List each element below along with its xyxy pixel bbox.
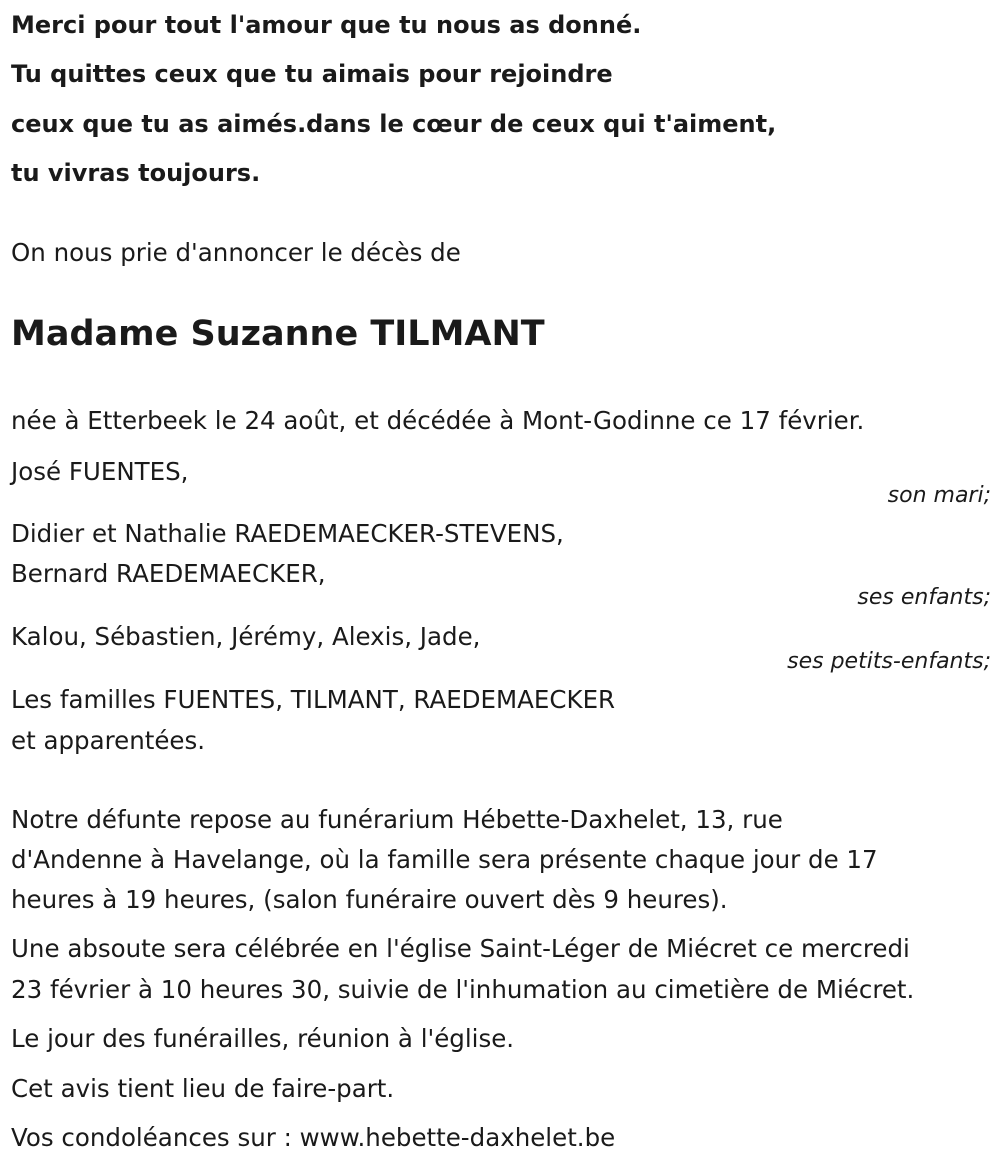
absoute-line-2: 23 février à 10 heures 30, suivie de l'inhumation au cimetière de Miécret. (11, 975, 915, 1004)
poem-line-1: Merci pour tout l'amour que tu nous as donné. (11, 11, 642, 39)
birth-death-text: née à Etterbeek le 24 août, et décédée à Mont-Godinne ce 17 février. (11, 406, 865, 435)
condolences-text: Vos condoléances sur : www.hebette-daxhelet.be (11, 1123, 616, 1152)
funerarium-line-2: d'Andenne à Havelange, où la famille sera présente chaque jour de 17 (11, 845, 878, 874)
poem-line-4: tu vivras toujours. (11, 159, 261, 187)
families-line-1: Les familles FUENTES, TILMANT, RAEDEMAECKER (11, 685, 616, 714)
children-line-2: Bernard RAEDEMAECKER, (11, 559, 326, 588)
deceased-name: Madame Suzanne TILMANT (11, 314, 545, 354)
absoute-line-1: Une absoute sera célébrée en l'église Saint-Léger de Miécret ce mercredi (11, 934, 910, 963)
children-role: ses enfants; (857, 585, 991, 610)
announcement-text: On nous prie d'annoncer le décès de (11, 238, 461, 267)
spouse-role: son mari; (887, 483, 991, 508)
funerarium-line-3: heures à 19 heures, (salon funéraire ouvert dès 9 heures). (11, 885, 728, 914)
poem-line-2: Tu quittes ceux que tu aimais pour rejoindre (11, 60, 613, 88)
funerarium-line-1: Notre défunte repose au funérarium Hébette-Daxhelet, 13, rue (11, 805, 783, 834)
children-line-1: Didier et Nathalie RAEDEMAECKER-STEVENS, (11, 519, 564, 548)
faire-part-text: Cet avis tient lieu de faire-part. (11, 1074, 395, 1103)
families-line-2: et apparentées. (11, 726, 206, 755)
grandchildren-role: ses petits-enfants; (787, 649, 991, 674)
grandchildren-names: Kalou, Sébastien, Jérémy, Alexis, Jade, (11, 622, 481, 651)
spouse-name: José FUENTES, (11, 457, 189, 486)
poem-line-3: ceux que tu as aimés.dans le cœur de ceux qui t'aiment, (11, 110, 777, 138)
reunion-text: Le jour des funérailles, réunion à l'église. (11, 1024, 515, 1053)
